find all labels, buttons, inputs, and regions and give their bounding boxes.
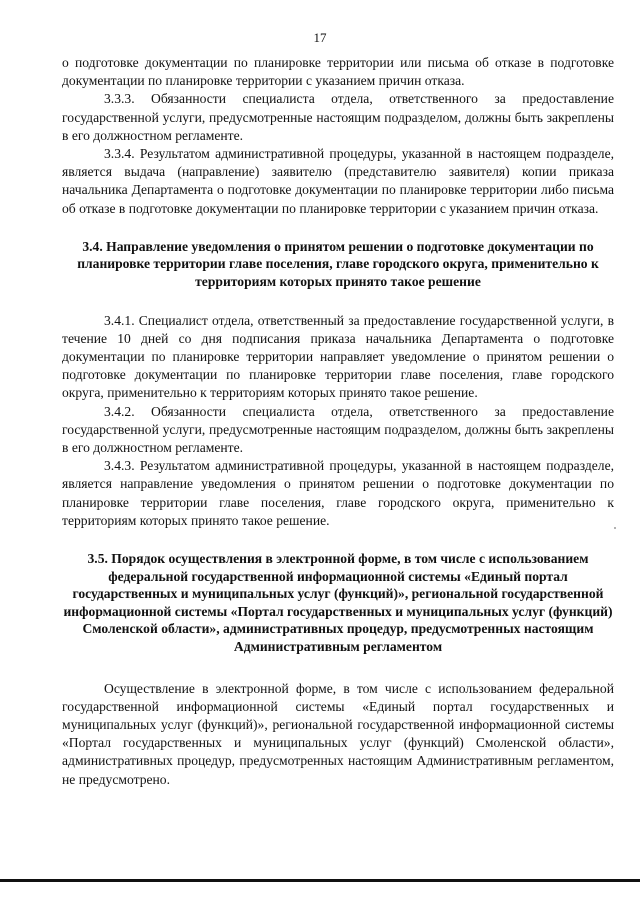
page-number: 17: [313, 30, 327, 45]
section-heading-3-4: 3.4. Направление уведомления о принятом решении о подготовке документации по планировке территории главе поселения, главе городского округа, применительно к территориям которых принято такое решение: [77, 238, 599, 290]
paragraph-3-4-1: 3.4.1. Специалист отдела, ответственный за предоставление государственной услуги, в течение 10 дней со дня подписания приказа начальника Департамента о подготовке документации по планировке территории направляет уведомление о принятом решении о подготовке документации по планировке территории главе поселения, главе городского округа, применительно к территориям которых принято такое решение.: [62, 312, 614, 401]
paragraph-3-4-3: 3.4.3. Результатом административной процедуры, указанной в настоящем подразделе, является направление уведомления о принятом решении о подготовке документации по планировке территории главе поселения, главе городского округа, применительно к территориям которых принято такое решение.: [62, 458, 614, 528]
paragraph-3-3-3: 3.3.3. Обязанности специалиста отдела, ответственного за предоставление государственной услуги, предусмотренные настоящим подразделом, должны быть закреплены в его должностном регламенте.: [62, 91, 614, 143]
document-body: [62, 54, 614, 789]
scan-speck: [614, 527, 616, 529]
paragraph-3-5: Осуществление в электронной форме, в том числе с использованием федеральной государственной информационной системы «Единый портал государственных и муниципальных услуг (функций)», региональной государственной информационной системы «Портал государственных и муниципальных услуг (функций) Смоленской области», административных процедур, предусмотренных настоящим Административным регламентом, не предусмотрено.: [62, 680, 614, 787]
paragraph-continuation: о подготовке документации по планировке территории или письма об отказе в подготовке документации по планировке территории с указанием причин отказа.: [62, 55, 614, 89]
paragraph-3-3-4: 3.3.4. Результатом административной процедуры, указанной в настоящем подразделе, является выдача (направление) заявителю (представителю заявителя) копии приказа начальника Департамента о подготовке документации по планировке территории либо письма об отказе в подготовке документации по планировке территории с указанием причин отказа.: [62, 146, 614, 216]
paragraph-3-4-2: 3.4.2. Обязанности специалиста отдела, ответственного за предоставление государственной услуги, предусмотренные настоящим подразделом, должны быть закреплены в его должностном регламенте.: [62, 403, 614, 456]
section-heading-3-5: 3.5. Порядок осуществления в электронной форме, в том числе с использованием федеральной государственной информационной системы «Единый портал государственных и муниципальных услуг (функций)», региональной государственной информационной системы «Портал государственных и муниципальных услуг (функций) Смоленской области», административных процедур, предусмотренных настоящим Административным регламентом: [63, 551, 613, 655]
page-bottom-rule: [0, 879, 640, 882]
